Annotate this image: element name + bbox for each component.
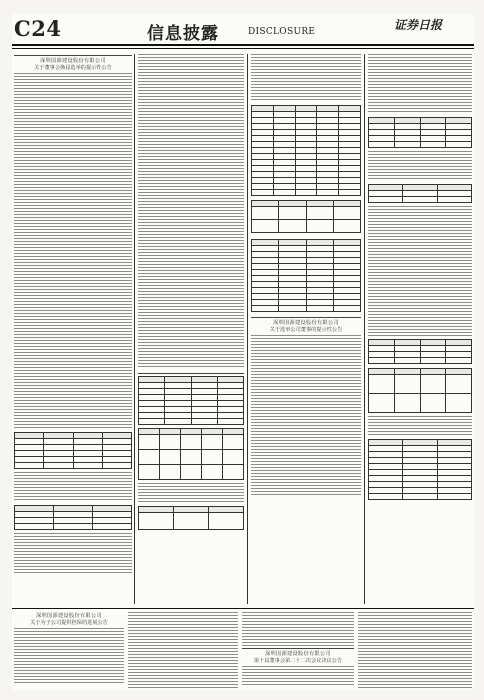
announcement-body <box>14 628 124 684</box>
data-table <box>14 432 132 469</box>
announcement-company: 深圳国源建设股份有限公司 <box>36 613 102 619</box>
section-divider <box>12 608 474 609</box>
column-2 <box>138 54 244 604</box>
data-table <box>368 339 472 364</box>
column-1 <box>14 54 132 604</box>
column-3 <box>251 54 361 604</box>
bottom-column-3 <box>242 612 354 688</box>
data-table <box>138 376 244 425</box>
announcement-title: 第十届董事会第二十二次会议决议公告 <box>253 657 343 664</box>
announcement-body <box>138 483 244 503</box>
data-table <box>138 428 244 480</box>
data-table <box>251 239 361 312</box>
column-4 <box>368 54 472 604</box>
data-table <box>368 439 472 500</box>
data-table <box>138 506 244 530</box>
announcement-header <box>14 55 132 71</box>
announcement-header <box>242 648 354 664</box>
announcement-body <box>368 206 472 336</box>
announcement-header <box>138 373 244 374</box>
announcement-body <box>242 612 354 646</box>
announcement-body <box>14 73 132 429</box>
masthead-rule-thin <box>12 48 474 49</box>
announcement-body <box>368 54 472 114</box>
section-title-en: DISCLOSURE <box>248 27 316 37</box>
announcement-body <box>14 533 132 573</box>
announcement-body <box>242 666 354 686</box>
page-number: C24 <box>14 16 62 41</box>
announcement-header <box>251 317 361 333</box>
announcement-title: 关于董事会换届选举的提示性公告 <box>34 64 112 71</box>
announcement-company: 深圳国源建设股份有限公司 <box>273 319 339 326</box>
announcement-title: 关于选举公司董事的提示性公告 <box>269 326 343 333</box>
announcement-title: 关于为子公司提供担保的进展公告 <box>30 620 108 626</box>
data-table <box>368 117 472 148</box>
announcement-body <box>368 416 472 436</box>
section-title: 信息披露 <box>147 24 219 44</box>
announcement-body <box>138 54 244 369</box>
bottom-column-1 <box>14 612 124 688</box>
newspaper-logo: 证券日报 <box>394 18 443 32</box>
announcement-body <box>251 335 361 495</box>
data-table <box>368 184 472 203</box>
bottom-column-2 <box>128 612 238 688</box>
newspaper-page <box>12 14 474 690</box>
announcement-header <box>14 612 124 626</box>
announcement-body <box>14 472 132 502</box>
announcement-company: 深圳国源建设股份有限公司 <box>40 57 106 64</box>
announcement-body <box>128 612 238 688</box>
data-table <box>14 505 132 530</box>
announcement-body <box>358 612 472 688</box>
data-table <box>251 200 361 233</box>
data-table <box>251 105 361 196</box>
announcement-body <box>368 151 472 181</box>
announcement-company: 深圳国源建设股份有限公司 <box>265 650 331 657</box>
announcement-body <box>251 54 361 102</box>
masthead <box>12 14 474 42</box>
masthead-rule-thick <box>12 44 474 46</box>
bottom-column-4 <box>358 612 472 688</box>
data-table <box>368 368 472 413</box>
